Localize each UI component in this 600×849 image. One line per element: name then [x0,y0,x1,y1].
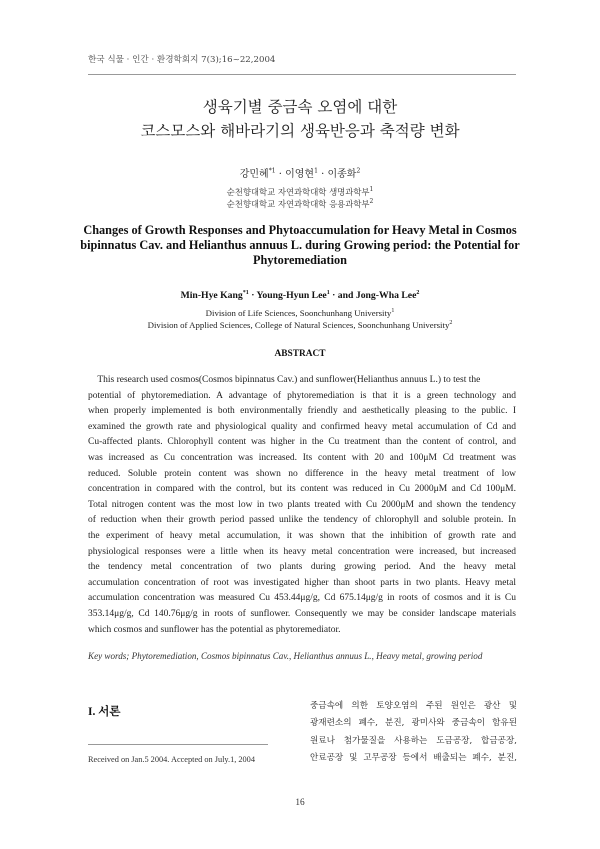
footnote-received: Received on Jan.5 2004. Accepted on July.1, 2004 [88,755,255,764]
korean-affiliation-1 [0,186,600,198]
english-author-2-sup: 1 [326,289,330,296]
korean-authors [0,165,600,180]
footnote-divider [88,744,268,745]
abstract-line: was increased as Cu concentration was increased. Its content with 20 and 100μM Cd treatment was [88,452,516,463]
abstract-line: reduced. Soluble protein content was shown no difference in the heavy metal treatment of low [88,468,516,479]
english-author-2: Young-Hyun Lee [256,290,327,301]
abstract-line: when properly implemented is both environmentally friendly and aesthetically pleasing to the public. I [88,406,516,417]
english-author-3-sup: 2 [416,289,420,296]
abstract-line: Cu-affected plants. Chlorophyll content was higher in the Cu treatment than the content of control, and [88,437,516,448]
korean-author-1: 강민혜 [239,169,269,180]
english-affiliation-1 [0,308,600,318]
korean-affiliation-2-sup: 2 [369,198,374,206]
abstract-line: examined the growth rate and physiological quality and confirmed heavy metal accumulation of Cd and [88,421,516,432]
korean-author-2: 이영현 [285,169,315,180]
korean-affiliation-1-text: 순천향대학교 자연과학대학 생명과학부 [226,187,370,197]
introduction-line: 중금속에 의한 토양오염의 주된 원인은 광산 및 [310,701,517,711]
introduction-line: 광재련소의 폐수, 분진, 광미사와 중금속이 함유된 [310,718,517,729]
korean-title-line-2: 코스모스와 해바라기의 생육반응과 축적량 변화 [140,122,460,140]
korean-author-2-sup: 1 [314,167,318,175]
korean-title-line-1: 생육기별 중금속 오염에 대한 [202,98,398,116]
english-author-1-sup: *1 [242,289,249,296]
abstract-line: of reduction when their growth period passed unlike the tendency of chlorophyll and soluble protein. In [88,515,516,526]
abstract-heading: ABSTRACT [274,349,326,359]
keywords: Key words; Phytoremediation, Cosmos bipinnatus Cav., Helianthus annuus L., Heavy metal, growing period [88,651,483,661]
korean-author-3: 이종화 [327,169,357,180]
english-affiliation-1-text: Division of Life Sciences, Soonchunhang University [205,308,392,318]
english-author-3: Jong-Wha Lee [355,290,417,301]
abstract-body [88,373,516,638]
header-divider [88,74,516,75]
author-separator: · and [329,290,356,301]
abstract-line: potential of phytoremediation. A advantage of phytoremediation is that it is a green technology and [88,390,516,401]
english-title: Changes of Growth Responses and Phytoaccumulation for Heavy Metal in Cosmos bipinnatus Cav. and Helianthus annuus L. during Growing period: the Potential for Phytoremediation [80,223,520,267]
introduction-body [310,698,517,768]
korean-affiliation-1-sup: 1 [369,186,374,194]
english-affiliation-2-text: Division of Applied Sciences, College of Natural Sciences, Soonchunhang University [147,320,450,330]
english-affiliation-2-sup: 2 [449,320,453,327]
korean-author-3-sup: 2 [356,167,361,175]
author-separator: · [248,290,257,301]
korean-affiliation-2 [0,198,600,210]
abstract-line: which cosmos and sunflower has the potential as phytoremediator. [88,624,341,635]
english-affiliation-1-sup: 1 [391,308,395,315]
abstract-line: accumulation concentration was measured Cu 453.44μg/g, Cd 675.14μg/g in roots of cosmos and it is Cu [88,593,516,604]
page-number: 16 [295,798,305,808]
abstract-line: This research used cosmos(Cosmos bipinnatus Cav.) and sunflower(Helianthus annuus L.) to test the [88,375,481,385]
author-separator: · [275,169,286,180]
abstract-line: accumulation concentration of root was investigated higher than shoot parts in two plants. Heavy metal [88,577,516,588]
abstract-line: the experiment of heavy metal accumulation, it was shown that the inhibition of growth rate and [88,530,516,541]
journal-citation: 한국 식물 · 인간 · 환경학회지 7(3);16~22,2004 [88,55,276,65]
korean-author-1-sup: *1 [268,167,276,175]
introduction-line: 안료공장 및 고무공장 등에서 배출되는 폐수, 분진, [310,753,517,764]
abstract-line: physiological responses were a little when its heavy metal concentration were increased, but increased [88,546,516,557]
section-heading-introduction: I. 서론 [88,706,121,718]
english-authors [0,290,600,301]
english-affiliation-2 [0,320,600,330]
abstract-line: concentration in compared with the control, but its content was reduced in Cu 2000μM and Cd 100μM. [88,484,516,495]
abstract-line: the tendency metal concentration of two plants during growing period. And the heavy metal [88,562,516,573]
korean-affiliation-2-text: 순천향대학교 자연과학대학 응용과학부 [226,199,370,209]
abstract-line: Total nitrogen content was the most low in two plants treated with Cu 2000μM and shown the tendency [88,499,516,510]
english-author-1: Min-Hye Kang [180,290,243,301]
author-separator: · [317,169,328,180]
abstract-line: 353.14μg/g, Cd 140.76μg/g in roots of sunflower. Consequently we may be consider landscape materials [88,608,516,619]
introduction-line: 원료나 첨가물질을 사용하는 도금공장, 합금공장, [310,735,517,746]
